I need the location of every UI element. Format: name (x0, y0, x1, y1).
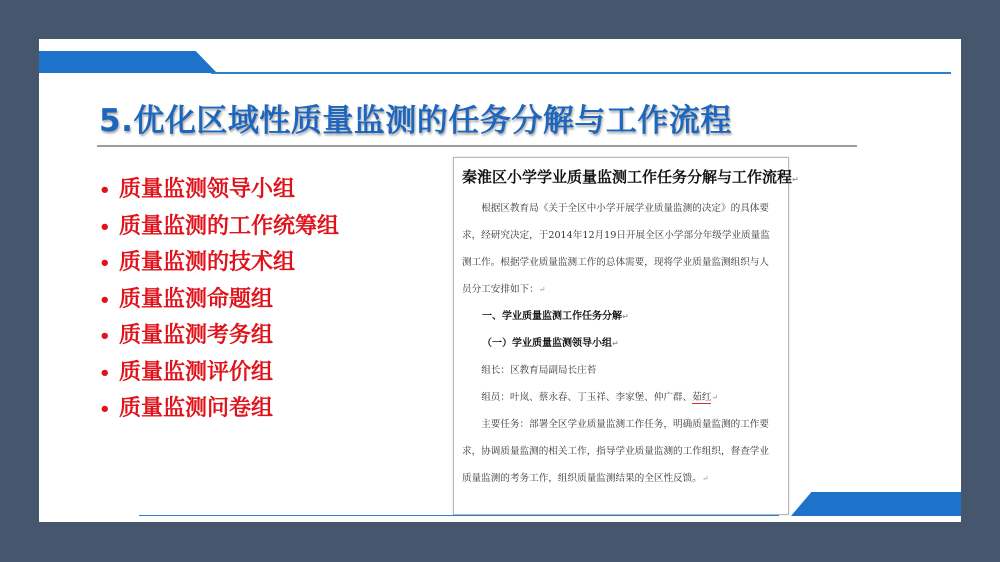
leader-line: 组长：区教育局副局长庄苔 (481, 365, 597, 376)
paragraph-mark-icon: ↵ (701, 474, 709, 483)
group-item (99, 354, 339, 391)
group-item (99, 317, 339, 354)
section-heading (462, 303, 778, 330)
group-item (99, 244, 339, 281)
bullet-icon: • (99, 362, 111, 384)
subsection-heading-text: （一）学业质量监测领导小组 (482, 338, 612, 349)
document-intro-paragraph (462, 195, 778, 303)
paragraph-mark-icon: ↵ (538, 285, 546, 294)
members-text: 组员：叶岚、蔡永春、丁玉祥、李家堡、仲广群、 (481, 392, 693, 403)
slide (39, 39, 961, 522)
group-label: 质量监测命题组 (119, 285, 274, 312)
document-intro-text: 根据区教育局《关于全区中小学开展学业质量监测的决定》的具体要求，经研究决定，于2014年12月19日开展全区小学部分年级学业质量监测工作。根据学业质量监测工作的总体需要，现将学业质量监测组织与人员分工安排如下： (462, 203, 770, 295)
group-item (99, 208, 339, 245)
group-label: 质量监测的技术组 (119, 249, 296, 275)
duties-text: 主要任务：部署全区学业质量监测工作任务，明确质量监测的工作要求，协调质量监测的相关工作，指导学业质量监测的工作组织，督查学业质量监测的考务工作，组织质量监测结果的全区性反馈。 (462, 419, 769, 484)
paragraph-mark-icon: ↵ (612, 339, 619, 348)
bullet-icon: • (99, 216, 111, 238)
group-label: 质量监测领导小组 (119, 176, 296, 202)
group-item (99, 171, 339, 208)
title-divider (97, 145, 857, 147)
bullet-icon: • (99, 326, 111, 347)
subsection-heading (462, 330, 778, 357)
section-heading-text: 一、学业质量监测工作任务分解 (482, 311, 622, 322)
group-label: 质量监测评价组 (119, 358, 274, 385)
paragraph-mark-icon: ↵ (792, 175, 799, 184)
top-accent-line (211, 72, 951, 74)
group-item (99, 390, 339, 427)
document-excerpt (453, 157, 799, 515)
bullet-icon: • (99, 180, 111, 201)
bullet-icon: • (99, 289, 111, 311)
bottom-accent-bar (791, 492, 961, 516)
bottom-accent-line (139, 515, 779, 516)
document-title (462, 166, 799, 187)
top-accent-bar (39, 51, 217, 73)
slide-title: 5.优化区域性质量监测的任务分解与工作流程 (99, 103, 732, 139)
document-title-text: 秦淮区小学学业质量监测工作任务分解与工作流程 (462, 168, 793, 186)
group-list (99, 171, 339, 427)
bullet-icon: • (99, 399, 111, 420)
bullet-icon: • (99, 253, 111, 274)
group-item (99, 281, 339, 318)
paragraph-mark-icon: ↵ (622, 312, 629, 321)
paragraph-mark-icon: ↵ (711, 393, 719, 402)
group-label: 质量监测问卷组 (119, 395, 274, 421)
members-last-name: 茹红 (692, 392, 712, 403)
members-line (462, 384, 778, 411)
group-label: 质量监测的工作统筹组 (119, 212, 340, 239)
group-label: 质量监测考务组 (119, 322, 274, 348)
duties-paragraph (462, 411, 778, 492)
